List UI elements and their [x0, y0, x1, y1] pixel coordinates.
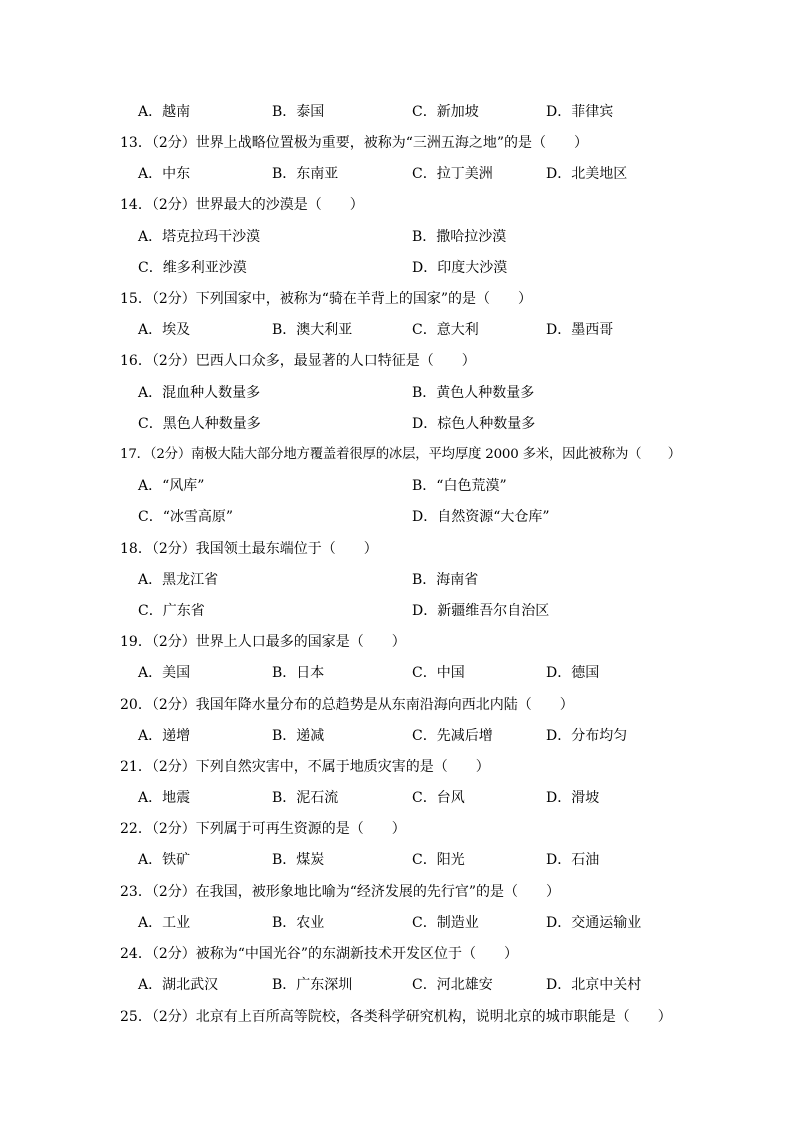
q16-option-c: C．黑色人种数量多	[138, 416, 261, 432]
q21-option-b: B．泥石流	[272, 790, 339, 806]
q23-option-b: B．农业	[272, 915, 325, 931]
question-15-stem: 15．（2分）下列国家中，被称为“骑在羊背上的国家”的是（ ）	[120, 291, 533, 307]
q16-option-d: D．棕色人种数量多	[412, 416, 536, 432]
q21-option-d: D．滑坡	[546, 790, 600, 806]
q20-option-c: C．先减后增	[412, 728, 493, 744]
q20-option-a: A．递增	[138, 728, 191, 744]
q17-option-d: D．自然资源“大仓库”	[412, 509, 550, 525]
question-16-stem: 16．（2分）巴西人口众多，最显著的人口特征是（ ）	[120, 353, 476, 369]
question-13-stem: 13．（2分）世界上战略位置极为重要，被称为“三洲五海之地”的是（ ）	[120, 135, 589, 151]
question-20-stem: 20．（2分）我国年降水量分布的总趋势是从东南沿海向西北内陆（ ）	[120, 697, 574, 713]
q20-option-d: D．分布均匀	[546, 728, 628, 744]
q23-option-a: A．工业	[138, 915, 191, 931]
q13-option-a: A．中东	[138, 166, 191, 182]
question-19-stem: 19．（2分）世界上人口最多的国家是（ ）	[120, 634, 406, 650]
q18-option-b: B．海南省	[412, 572, 479, 588]
q18-option-a: A．黑龙江省	[138, 572, 219, 588]
question-22-stem: 22．（2分）下列属于可再生资源的是（ ）	[120, 821, 406, 837]
q17-option-b: B．“白色荒漠”	[412, 478, 507, 494]
q18-option-d: D．新疆维吾尔自治区	[412, 603, 550, 619]
q24-option-d: D．北京中关村	[546, 977, 642, 993]
option-b: B．泰国	[272, 104, 325, 120]
q15-option-b: B．澳大利亚	[272, 322, 353, 338]
q15-option-a: A．埃及	[138, 322, 191, 338]
q16-option-a: A．混血种人数量多	[138, 385, 261, 401]
q19-option-b: B．日本	[272, 665, 325, 681]
q22-option-a: A．铁矿	[138, 852, 191, 868]
q14-option-a: A．塔克拉玛干沙漠	[138, 229, 261, 245]
q16-option-b: B．黄色人种数量多	[412, 385, 535, 401]
q14-option-b: B．撒哈拉沙漠	[412, 229, 507, 245]
question-21-stem: 21．（2分）下列自然灾害中，不属于地质灾害的是（ ）	[120, 759, 490, 775]
q19-option-a: A．美国	[138, 665, 191, 681]
q17-option-a: A．“风库”	[138, 478, 205, 494]
q24-option-b: B．广东深圳	[272, 977, 353, 993]
q21-option-c: C．台风	[412, 790, 465, 806]
q18-option-c: C．广东省	[138, 603, 205, 619]
q19-option-c: C．中国	[412, 665, 465, 681]
q19-option-d: D．德国	[546, 665, 600, 681]
question-24-stem: 24．（2分）被称为“中国光谷”的东湖新技术开发区位于（ ）	[120, 946, 519, 962]
question-18-stem: 18．（2分）我国领土最东端位于（ ）	[120, 541, 378, 557]
question-23-stem: 23．（2分）在我国，被形象地比喻为“经济发展的先行官”的是（ ）	[120, 884, 561, 900]
option-c: C．新加坡	[412, 104, 479, 120]
q17-option-c: C．“冰雪高原”	[138, 509, 234, 525]
q24-option-c: C．河北雄安	[412, 977, 493, 993]
q22-option-b: B．煤炭	[272, 852, 325, 868]
q20-option-b: B．递减	[272, 728, 325, 744]
q14-option-c: C．维多利亚沙漠	[138, 260, 247, 276]
q14-option-d: D．印度大沙漠	[412, 260, 508, 276]
q22-option-d: D．石油	[546, 852, 600, 868]
q23-option-c: C．制造业	[412, 915, 479, 931]
option-d: D．菲律宾	[546, 104, 614, 120]
question-25-stem: 25．（2分）北京有上百所高等院校，各类科学研究机构，说明北京的城市职能是（ ）	[120, 1009, 672, 1025]
q15-option-c: C．意大利	[412, 322, 479, 338]
question-17-stem: 17．（2分）南极大陆大部分地方覆盖着很厚的冰层，平均厚度 2000 多米，因此被称为（ ）	[120, 447, 681, 462]
q24-option-a: A．湖北武汉	[138, 977, 219, 993]
q15-option-d: D．墨西哥	[546, 322, 614, 338]
option-a: A．越南	[138, 104, 191, 120]
q13-option-c: C．拉丁美洲	[412, 166, 493, 182]
q22-option-c: C．阳光	[412, 852, 465, 868]
q13-option-b: B．东南亚	[272, 166, 339, 182]
q23-option-d: D．交通运输业	[546, 915, 642, 931]
question-14-stem: 14．（2分）世界最大的沙漠是（ ）	[120, 197, 364, 213]
q13-option-d: D．北美地区	[546, 166, 628, 182]
q21-option-a: A．地震	[138, 790, 191, 806]
